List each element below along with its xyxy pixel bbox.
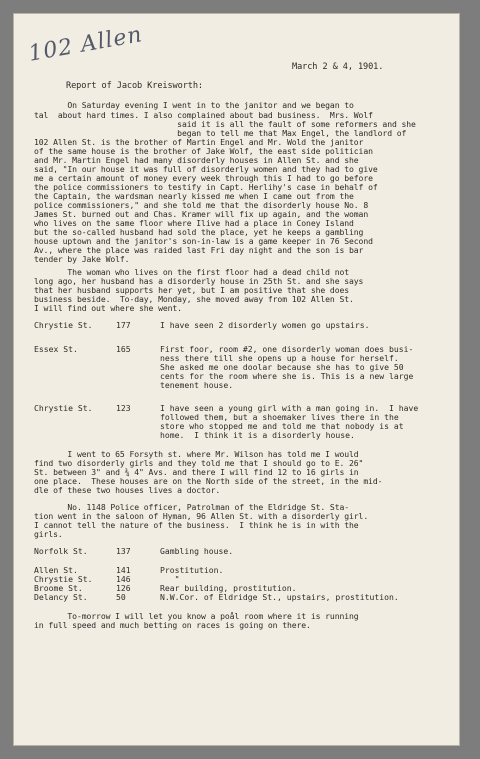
text-line: No. 1148 Police officer, Patrolman of the Eldridge St. Sta-	[34, 502, 350, 512]
entry-number: 123	[116, 403, 131, 413]
text-line: find two disorderly girls and they told me that I should go to E. 26"	[34, 458, 364, 468]
text-line: To-morrow I will let you know a poål room where it is running	[34, 611, 359, 621]
list-number: 146	[116, 574, 131, 584]
entry-text: tenement house.	[160, 380, 234, 390]
text-line: long ago, her husband has a disorderly house in 25th St. and she says	[34, 276, 364, 286]
text-line: tender by Jake Wolf.	[34, 254, 130, 264]
text-line: dle of these two houses lives a doctor.	[34, 485, 221, 495]
text-line: and Mr. Martin Engel had many disorderly houses in Allen St. and she	[34, 155, 359, 165]
report-title: Report of Jacob Kreisworth:	[66, 81, 203, 91]
text-line: in full speed and much betting on races is going on there.	[34, 620, 311, 630]
text-line: said it is all the fault of some reformers and she	[34, 119, 416, 129]
list-desc: Rear building, prostitution.	[160, 583, 297, 593]
text-line: one place. These houses are on the North side of the street, in the mid-	[34, 476, 383, 486]
text-line: James St. burned out and Chas. Kramer will fix up again, and the woman	[34, 209, 369, 219]
text-line: police commissioners," and she told me that the disorderly house No. 8	[34, 200, 369, 210]
entry-text: I have seen 2 disorderly women go upstairs.	[160, 320, 370, 330]
text-line: of the same house is the brother of Jake Wolf, the east side politician	[34, 146, 373, 156]
text-line: The woman who lives on the first floor had a dead child not	[34, 267, 350, 277]
text-line: that her husband supports her yet, but I am positive that she does	[34, 285, 350, 295]
text-line: Av., where the place was raided last Fri day night and the son is bar	[34, 245, 364, 255]
list-street: Broome St.	[34, 583, 83, 593]
entry-text: She asked me one doolar because she has to give 50	[160, 362, 404, 372]
text-line: I went to 65 Forsyth st. where Mr. Wilson has told me I would	[34, 449, 359, 459]
text-line: I will find out where she went.	[34, 303, 182, 313]
text-line: house uptown and the janitor's son-in-law is a game keeper in 76 Second	[34, 236, 373, 246]
list-desc: N.W.Cor. of Eldridge St., upstairs, prostitution.	[160, 592, 399, 602]
text-line: said, "In our house it was full of disorderly women and they had to give	[34, 164, 378, 174]
list-desc: Gambling house.	[160, 546, 234, 556]
list-street: Allen St.	[34, 565, 78, 575]
list-number: 137	[116, 546, 131, 556]
entry-number: 165	[116, 344, 131, 354]
text-line: but the so-called husband had sold the place, yet he keeps a gambling	[34, 227, 364, 237]
text-line: girls.	[34, 529, 63, 539]
entry-street: Chrystie St.	[34, 320, 93, 330]
text-line: me a certain amount of money every week through this I had to go before	[34, 173, 373, 183]
text-line: the police commissioners to testify in Capt. Herlihy's case in behalf of	[34, 182, 378, 192]
entry-text: ness there till she opens up a house for herself.	[160, 353, 399, 363]
list-street: Delancy St.	[34, 592, 88, 602]
text-line: On Saturday evening I went in to the janitor and we began to	[34, 100, 354, 110]
entry-street: Essex St.	[34, 344, 78, 354]
report-date: March 2 & 4, 1901.	[292, 62, 384, 72]
text-line: business beside. To-day, Monday, she moved away from 102 Allen St.	[34, 294, 354, 304]
text-line: began to tell me that Max Engel, the landlord of	[34, 128, 407, 138]
list-number: 50	[116, 592, 126, 602]
entry-text: home. I think it is a disorderly house.	[160, 430, 355, 440]
entry-text: cents for the room where she is. This is a new large	[160, 371, 414, 381]
list-desc: Prostitution.	[160, 565, 224, 575]
text-line: who lives on the same floor where Ilive had a place in Coney Island	[34, 218, 354, 228]
text-line: 102 Allen St. is the brother of Martin Engel and Mr. Wold the janitor	[34, 137, 364, 147]
list-street: Chrystie St.	[34, 574, 93, 584]
list-street: Norfolk St.	[34, 546, 88, 556]
entry-number: 177	[116, 320, 131, 330]
text-line: tal about hard times. I also complained about bad business. Mrs. Wolf	[34, 110, 373, 120]
text-line: tion went in the saloon of Hyman, 96 Allen St. with a disorderly girl.	[34, 511, 369, 521]
text-line: I cannot tell the nature of the business. I think he is in with the	[34, 520, 359, 530]
entry-street: Chrystie St.	[34, 403, 93, 413]
entry-text: store who stopped me and told me that nobody is at	[160, 421, 404, 431]
list-desc: "	[160, 574, 180, 584]
text-line: the Captain, the wardsman nearly kissed me when I came out from the	[34, 191, 354, 201]
entry-text: I have seen a young girl with a man going in. I have	[160, 403, 419, 413]
text-line: St. between 3" and ¾ 4" Avs. and there I will find 12 to 16 girls in	[34, 467, 359, 477]
entry-text: followed them, but a shoemaker lives there in the	[160, 412, 399, 422]
handwritten-note: 102 Allen	[26, 22, 145, 67]
entry-text: First foor, room #2, one disorderly woman does busi-	[160, 344, 414, 354]
list-number: 126	[116, 583, 131, 593]
list-number: 141	[116, 565, 131, 575]
